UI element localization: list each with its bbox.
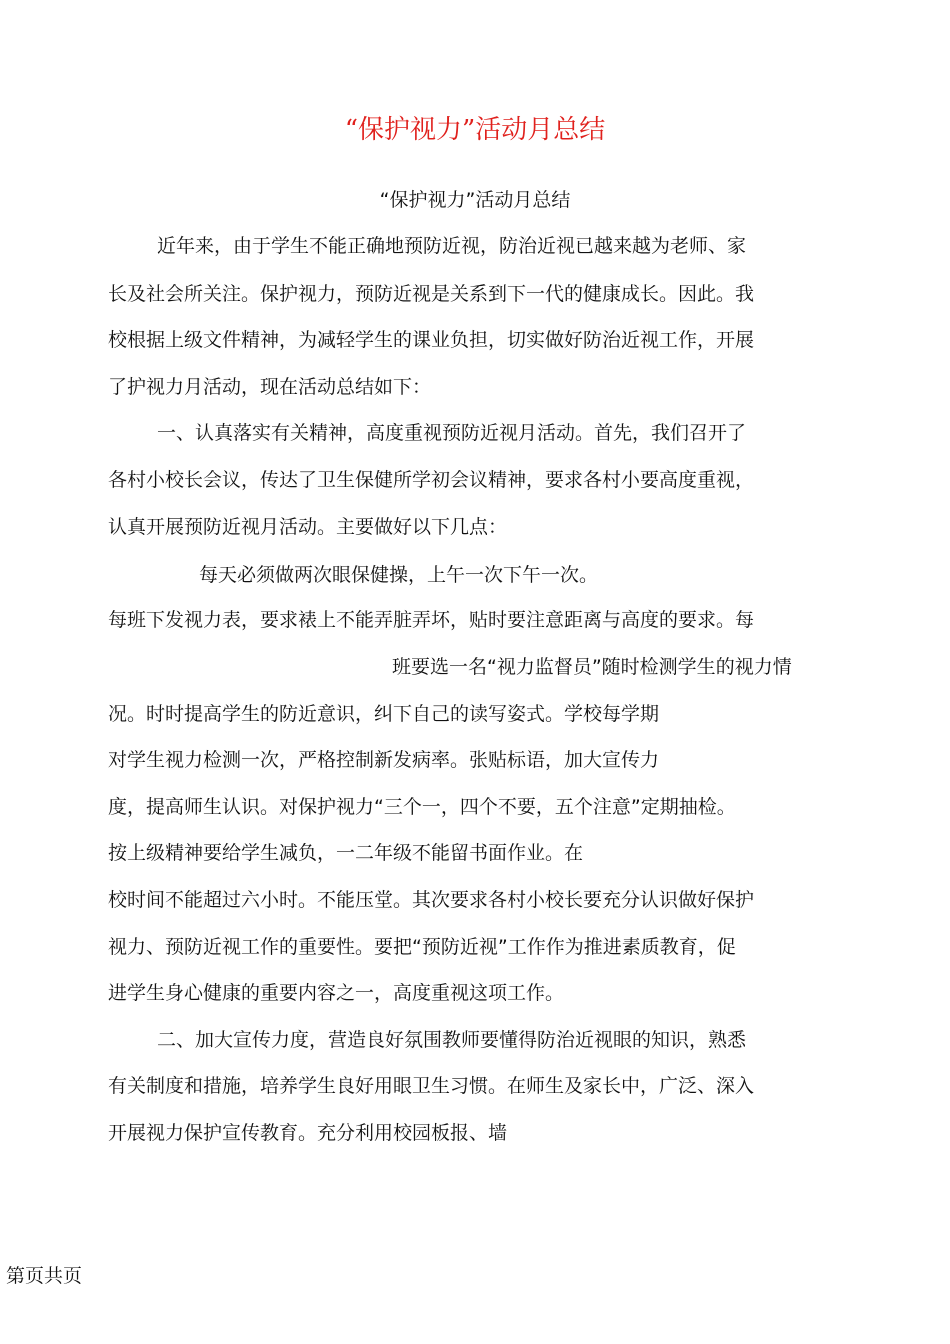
body-line-10: 班要选一名“视力监督员”随时检测学生的视力情 xyxy=(392,656,792,678)
body-line-15: 校时间不能超过六小时。不能压堂。其次要求各村小校长要充分认识做好保护 xyxy=(108,889,755,911)
body-line-9: 每班下发视力表，要求裱上不能弄脏弄坏，贴时要注意距离与高度的要求。每 xyxy=(108,609,755,631)
body-line-7: 认真开展预防近视月活动。主要做好以下几点： xyxy=(108,516,508,538)
body-line-13: 度，提高师生认识。对保护视力“三个一，四个不要，五个注意”定期抽检。 xyxy=(108,796,736,818)
page-footer: 第页共页 xyxy=(6,1265,83,1287)
body-line-18: 二、加大宣传力度，营造良好氛围教师要懂得防治近视眼的知识，熟悉 xyxy=(157,1029,747,1051)
body-line-16: 视力、预防近视工作的重要性。要把“预防近视”工作作为推进素质教育，促 xyxy=(108,936,736,958)
body-line-11: 况。时时提高学生的防近意识，纠下自己的读写姿式。学校每学期 xyxy=(108,703,660,725)
body-line-14: 按上级精神要给学生减负，一二年级不能留书面作业。在 xyxy=(108,842,584,864)
body-line-2: 长及社会所关注。保护视力，预防近视是关系到下一代的健康成长。因此。我 xyxy=(108,283,755,305)
body-line-19: 有关制度和措施，培养学生良好用眼卫生习惯。在师生及家长中，广泛、深入 xyxy=(108,1075,755,1097)
body-line-4: 了护视力月活动，现在活动总结如下： xyxy=(108,376,432,398)
body-line-5: 一、认真落实有关精神，高度重视预防近视月活动。首先，我们召开了 xyxy=(157,422,747,444)
body-line-1: 近年来，由于学生不能正确地预防近视，防治近视已越来越为老师、家 xyxy=(157,235,747,257)
body-line-6: 各村小校长会议，传达了卫生保健所学初会议精神，要求各村小要高度重视， xyxy=(108,469,755,491)
body-line-3: 校根据上级文件精神，为减轻学生的课业负担，切实做好防治近视工作，开展 xyxy=(108,329,755,351)
page-title: “保护视力”活动月总结 xyxy=(344,115,606,145)
body-line-8: 每天必须做两次眼保健操，上午一次下午一次。 xyxy=(199,564,599,586)
body-line-12: 对学生视力检测一次，严格控制新发病率。张贴标语，加大宣传力 xyxy=(108,749,660,771)
body-line-20: 开展视力保护宣传教育。充分利用校园板报、墙 xyxy=(108,1122,508,1144)
body-line-17: 进学生身心健康的重要内容之一，高度重视这项工作。 xyxy=(108,982,565,1004)
document-subtitle: “保护视力”活动月总结 xyxy=(379,189,571,211)
